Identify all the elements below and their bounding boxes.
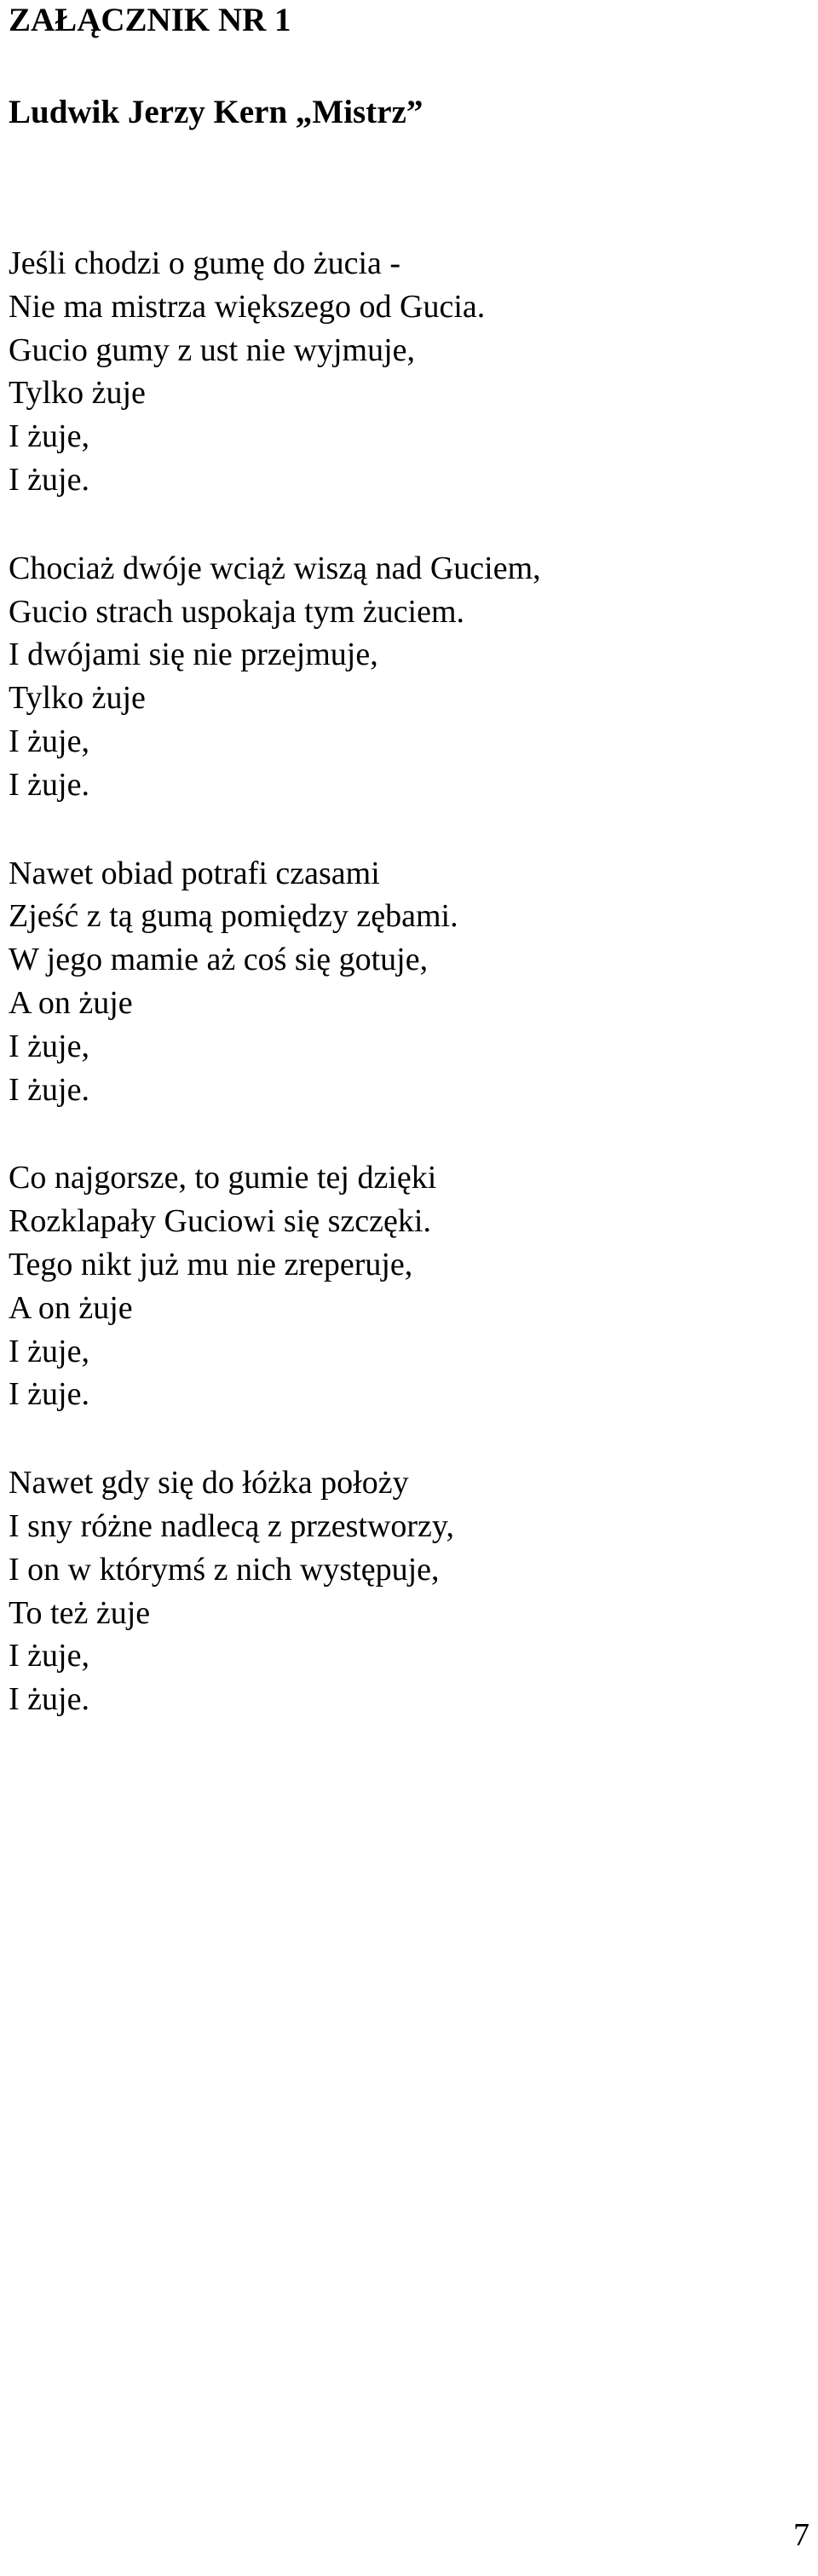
poem-line: I sny różne nadlecą z przestworzy, bbox=[9, 1507, 454, 1544]
stanza-1 bbox=[9, 242, 801, 502]
poem-title: Ludwik Jerzy Kern „Mistrz” bbox=[9, 94, 423, 130]
stanza-5 bbox=[9, 1461, 801, 1721]
poem-line: Nawet obiad potrafi czasami bbox=[9, 855, 380, 891]
poem-line: Rozklapały Guciowi się szczęki. bbox=[9, 1203, 431, 1240]
poem-line: I żuje, bbox=[9, 1028, 89, 1064]
poem-line: I żuje, bbox=[9, 418, 89, 455]
poem-line: Tylko żuje bbox=[9, 680, 146, 717]
poem-line: Nawet gdy się do łóżka położy bbox=[9, 1465, 409, 1501]
poem-line: I żuje, bbox=[9, 1638, 89, 1674]
poem-line: I żuje. bbox=[9, 766, 89, 803]
poem-line: I żuje. bbox=[9, 1376, 89, 1413]
poem-line: Zjeść z tą gumą pomiędzy zębami. bbox=[9, 898, 458, 935]
poem-line: Gucio strach uspokaja tym żuciem. bbox=[9, 593, 465, 630]
poem-line: A on żuje bbox=[9, 1289, 133, 1326]
poem-line: Tego nikt już mu nie zreperuje, bbox=[9, 1246, 413, 1282]
stanza-3 bbox=[9, 852, 801, 1112]
poem-line: I żuje. bbox=[9, 1071, 89, 1108]
poem-line: Nie ma mistrza większego od Gucia. bbox=[9, 288, 486, 325]
poem-line: To też żuje bbox=[9, 1594, 151, 1631]
poem-line: Tylko żuje bbox=[9, 375, 146, 412]
poem-line: I on w którymś z nich występuje, bbox=[9, 1551, 440, 1588]
page-number: 7 bbox=[793, 2517, 809, 2553]
poem-line: I żuje. bbox=[9, 461, 89, 498]
poem-line: I żuje, bbox=[9, 1333, 89, 1369]
annex-title: ZAŁĄCZNIK NR 1 bbox=[9, 2, 291, 38]
poem-line: W jego mamie aż coś się gotuje, bbox=[9, 942, 429, 978]
poem-body bbox=[9, 242, 801, 1766]
stanza-4 bbox=[9, 1156, 801, 1416]
poem-line: I dwójami się nie przejmuje, bbox=[9, 637, 378, 673]
poem-line: Jeśli chodzi o gumę do żucia - bbox=[9, 245, 401, 281]
poem-line: I żuje. bbox=[9, 1681, 89, 1718]
stanza-2 bbox=[9, 547, 801, 807]
poem-line: Gucio gumy z ust nie wyjmuje, bbox=[9, 331, 416, 368]
poem-line: Chociaż dwóje wciąż wiszą nad Guciem, bbox=[9, 550, 541, 586]
poem-line: I żuje, bbox=[9, 723, 89, 759]
poem-line: A on żuje bbox=[9, 984, 133, 1021]
poem-line: Co najgorsze, to gumie tej dzięki bbox=[9, 1160, 437, 1196]
